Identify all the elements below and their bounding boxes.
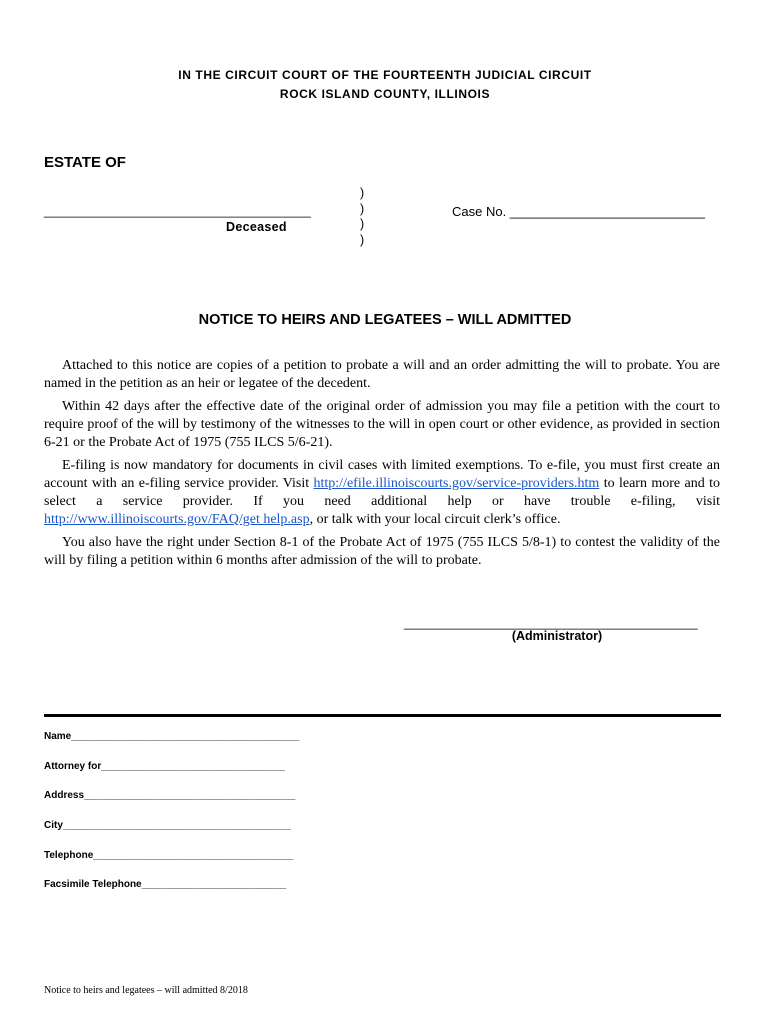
paragraph-attached: Attached to this notice are copies of a petition to probate a will and an order admitting the will to probate. You are named in the petition as an heir or legatee of the decedent. [44, 358, 720, 391]
notice-body [44, 357, 720, 575]
case-number-field: Case No. ___________________________ [452, 204, 706, 219]
county-name: ROCK ISLAND COUNTY, ILLINOIS [279, 87, 491, 101]
paragraph-contest: You also have the right under Section 8-1 of the Probate Act of 1975 (755 ILCS 5/8-1) to contest the validity of the will by filing a petition within 6 months after admission of the will to probate. [44, 535, 720, 568]
signature-label: (Administrator) [511, 629, 603, 643]
attorney-for-field: Attorney for_________________________________ [44, 761, 285, 772]
efiling-text-2: to learn more and to select a service provider. If you need additional help or have trouble e-filing, visit [44, 476, 720, 509]
service-providers-link[interactable]: http://efile.illinoiscourts.gov/service-providers.htm [313, 476, 600, 491]
deceased-label: Deceased [226, 220, 287, 234]
faq-help-link[interactable]: http://www.illinoiscourts.gov/FAQ/get help.asp [44, 512, 310, 527]
facsimile-field: Facsimile Telephone__________________________ [44, 879, 287, 890]
efiling-text-3: , or talk with your local circuit clerk’s office. [309, 512, 561, 527]
efiling-text-1: E-filing is now mandatory for documents in civil cases with limited exemptions. To e-file, you must first create an account with an e-filing service provider. Visit [44, 458, 720, 491]
paren-3: ) [360, 217, 365, 231]
telephone-field: Telephone____________________________________ [44, 850, 294, 861]
paragraph-42-days: Within 42 days after the effective date of the original order of admission you may file a petition with the court to require proof of the will by testimony of the witnesses to the will in open court or other evidence, as provided in section 6-21 or the Probate Act of 1975 (755 ILCS 5/6-21). [44, 399, 720, 450]
paren-4: ) [360, 232, 365, 247]
signature-line: ____________________________________________ [404, 616, 698, 630]
notice-title: NOTICE TO HEIRS AND LEGATEES – WILL ADMITTED [198, 312, 572, 328]
section-divider [44, 714, 721, 717]
address-field: Address______________________________________ [44, 790, 296, 801]
name-field: Name_________________________________________ [44, 731, 300, 742]
caption-parentheses [360, 186, 364, 248]
paren-2: ) [360, 201, 365, 216]
paragraph-efiling [44, 457, 720, 529]
city-field: City_________________________________________ [44, 820, 291, 831]
estate-of-label: ESTATE OF [44, 154, 126, 171]
court-name: IN THE CIRCUIT COURT OF THE FOURTEENTH JUDICIAL CIRCUIT [178, 68, 592, 82]
court-header [0, 66, 770, 104]
deceased-name-blank: ________________________________________ [44, 204, 311, 218]
paren-1: ) [360, 186, 365, 200]
form-footer: Notice to heirs and legatees – will admitted 8/2018 [44, 985, 248, 996]
